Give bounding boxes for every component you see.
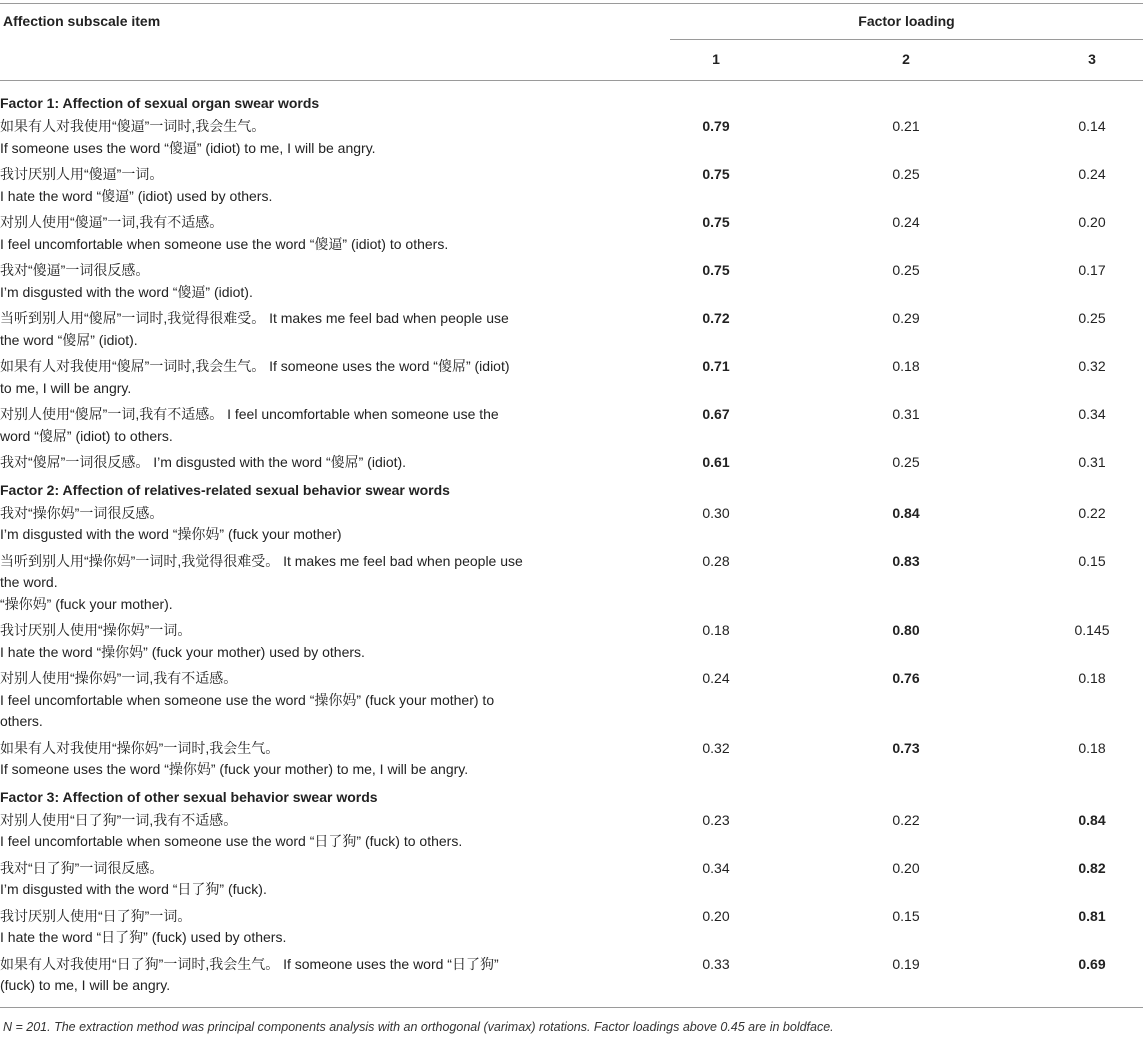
loading-value: 0.76 (892, 670, 920, 686)
factor-1-column-header: 1 (712, 51, 720, 67)
column-gap (1138, 906, 1143, 954)
factor-2-loading (860, 212, 952, 260)
loading-value: 0.18 (892, 358, 920, 374)
factor-3-loading (1046, 810, 1138, 858)
column-gap (762, 116, 860, 164)
table-row (0, 164, 1143, 212)
factor-2-loading (860, 810, 952, 858)
column-gap (1138, 551, 1143, 621)
column-gap (952, 260, 1046, 308)
column-gap (952, 212, 1046, 260)
loading-value: 0.30 (702, 504, 730, 521)
factor-3-loading (1046, 308, 1138, 356)
section-title (0, 479, 1143, 503)
column-gap (762, 954, 860, 1002)
factor-1-loading (670, 404, 762, 452)
column-gap (952, 164, 1046, 212)
column-gap (952, 308, 1046, 356)
loading-value: 0.25 (892, 166, 920, 182)
table-row (0, 212, 1143, 260)
column-gap (1138, 260, 1143, 308)
column-gap (762, 668, 860, 738)
item-text-line: 我对“傻屌”一词很反感。 I’m disgusted with the word “傻屌” (idiot). (0, 454, 407, 470)
loading-value: 0.18 (1078, 670, 1106, 686)
column-gap (1138, 308, 1143, 356)
loading-value: 0.15 (892, 907, 920, 924)
factor-3-loading (1046, 452, 1138, 479)
factor-2-loading (860, 452, 952, 479)
item-text (0, 954, 670, 1002)
item-text-line: 当听到别人用“傻屌”一词时,我觉得很难受。 It makes me feel bad when people use (0, 310, 509, 326)
factor-1-loading (670, 858, 762, 906)
loading-value: 0.29 (892, 310, 920, 326)
factor-3-loading (1046, 404, 1138, 452)
loading-value: 0.25 (892, 262, 920, 278)
table-row (0, 858, 1143, 906)
loading-value: 0.18 (702, 622, 730, 638)
column-gap (762, 212, 860, 260)
factor-3-loading (1046, 116, 1138, 164)
loading-value: 0.31 (892, 406, 920, 422)
column-gap (1138, 738, 1143, 786)
item-text (0, 503, 670, 551)
table-row (0, 738, 1143, 786)
item-text-line: If someone uses the word “操你妈” (fuck your mother) to me, I will be angry. (0, 761, 469, 777)
loading-value: 0.31 (1078, 454, 1106, 470)
factor-1-loading (670, 452, 762, 479)
item-text-line: 对别人使用“傻逼”一词,我有不适感。 (0, 214, 224, 230)
column-gap (762, 551, 860, 621)
factor-3-loading (1046, 212, 1138, 260)
factor-3-loading (1046, 356, 1138, 404)
column-gap (762, 356, 860, 404)
factor-2-loading (860, 116, 952, 164)
factor-loading-header: Factor loading (858, 13, 955, 29)
item-text (0, 308, 670, 356)
section-title-text: Factor 1: Affection of sexual organ swear words (0, 95, 320, 111)
factor-1-loading (670, 668, 762, 738)
factor-1-loading (670, 738, 762, 786)
loading-value: 0.20 (702, 907, 730, 924)
item-text-line: 我对“傻逼”一词很反感。 (0, 262, 150, 278)
item-text (0, 551, 670, 621)
column-gap (952, 116, 1046, 164)
item-text-line: 我讨厌别人用“傻逼”一词。 (0, 166, 164, 182)
item-text-line: 对别人使用“操你妈”一词,我有不适感。 (0, 670, 238, 686)
item-text-line: 对别人使用“日了狗”一词,我有不适感。 (0, 811, 238, 828)
section-header-row (0, 479, 1143, 503)
item-text-line: 我对“日了狗”一词很反感。 (0, 859, 164, 876)
factor-2-loading (860, 668, 952, 738)
factor-3-loading (1046, 164, 1138, 212)
column-gap (762, 404, 860, 452)
table-body (0, 92, 1143, 1002)
column-gap (1138, 116, 1143, 164)
loading-value: 0.15 (1078, 552, 1106, 569)
loading-value: 0.82 (1078, 859, 1106, 876)
column-gap (1138, 212, 1143, 260)
column-gap (952, 452, 1046, 479)
item-text (0, 452, 670, 479)
factor-2-loading (860, 551, 952, 621)
loading-value: 0.80 (892, 622, 920, 638)
item-text (0, 260, 670, 308)
loading-value: 0.61 (702, 454, 730, 470)
column-gap (762, 858, 860, 906)
item-text (0, 668, 670, 738)
factor-1-loading (670, 503, 762, 551)
column-gap (952, 858, 1046, 906)
table-footnote: N = 201. The extraction method was principal components analysis with an orthogonal (varimax) rotations. Factor loadings above 0.45 are in boldface. (3, 1020, 834, 1034)
item-text-line: I feel uncomfortable when someone use the word “傻逼” (idiot) to others. (0, 235, 449, 252)
column-gap (1138, 620, 1143, 668)
item-text (0, 212, 670, 260)
item-text-line: 如果有人对我使用“傻逼”一词时,我会生气。 (0, 118, 266, 134)
loading-value: 0.23 (702, 811, 730, 828)
column-gap (762, 503, 860, 551)
item-text-line: 如果有人对我使用“傻屌”一词时,我会生气。 If someone uses the word “傻屌” (idiot) (0, 358, 510, 374)
item-text-line: to me, I will be angry. (0, 379, 132, 396)
item-text-line: “操你妈” (fuck your mother). (0, 595, 173, 612)
table-row (0, 308, 1143, 356)
loading-value: 0.145 (1074, 622, 1110, 638)
factor-2-loading (860, 738, 952, 786)
table-row (0, 551, 1143, 621)
section-header-row (0, 786, 1143, 810)
column-gap (1138, 404, 1143, 452)
factor-1-loading (670, 620, 762, 668)
table-row (0, 954, 1143, 1002)
item-text-line: If someone uses the word “傻逼” (idiot) to me, I will be angry. (0, 139, 376, 156)
factor-3-column-header: 3 (1088, 51, 1096, 67)
factor-1-loading (670, 551, 762, 621)
item-text-line: I’m disgusted with the word “日了狗” (fuck). (0, 881, 267, 897)
table-row (0, 906, 1143, 954)
table-row (0, 810, 1143, 858)
item-text-line: word “傻屌” (idiot) to others. (0, 427, 173, 444)
factor-2-loading (860, 260, 952, 308)
item-text-line: I hate the word “傻逼” (idiot) used by others. (0, 187, 273, 204)
item-text-line: I’m disgusted with the word “操你妈” (fuck your mother) (0, 526, 342, 542)
factor-1-loading (670, 164, 762, 212)
section-title-text: Factor 2: Affection of relatives-related sexual behavior swear words (0, 481, 450, 498)
item-text-line: 对别人使用“傻屌”一词,我有不适感。 I feel uncomfortable when someone use the (0, 406, 499, 422)
loading-value: 0.22 (1078, 504, 1106, 521)
item-text-line: 如果有人对我使用“日了狗”一词时,我会生气。 If someone uses the word “日了狗” (0, 955, 499, 972)
item-text (0, 810, 670, 858)
loading-value: 0.25 (1078, 310, 1106, 326)
factor-1-loading (670, 954, 762, 1002)
column-gap (1138, 858, 1143, 906)
loading-value: 0.75 (702, 214, 730, 230)
factor-3-loading (1046, 503, 1138, 551)
loading-value: 0.81 (1078, 907, 1106, 924)
loading-value: 0.20 (1078, 214, 1106, 230)
item-text-line: 我对“操你妈”一词很反感。 (0, 504, 164, 521)
loading-value: 0.33 (702, 955, 730, 972)
column-gap (952, 404, 1046, 452)
item-text-line: 我讨厌别人使用“操你妈”一词。 (0, 622, 192, 638)
factor-2-loading (860, 620, 952, 668)
column-gap (1138, 954, 1143, 1002)
column-gap (952, 503, 1046, 551)
item-text-line: I’m disgusted with the word “傻逼” (idiot). (0, 283, 253, 300)
loading-value: 0.73 (892, 739, 920, 756)
loading-value: 0.18 (1078, 739, 1106, 756)
column-gap (952, 356, 1046, 404)
table-row (0, 452, 1143, 479)
item-text-line: the word. (0, 574, 58, 590)
column-gap (762, 308, 860, 356)
item-text (0, 858, 670, 906)
section-title (0, 786, 1143, 810)
loading-value: 0.24 (1078, 166, 1106, 182)
column-gap (1138, 356, 1143, 404)
column-gap (1138, 810, 1143, 858)
factor-2-loading (860, 858, 952, 906)
section-title (0, 92, 1143, 116)
column-gap (762, 620, 860, 668)
factor-loading-underline (670, 39, 1143, 40)
loading-value: 0.20 (892, 859, 920, 876)
factor-2-loading (860, 308, 952, 356)
section-header-row (0, 92, 1143, 116)
loading-value: 0.34 (1078, 406, 1106, 422)
factor-1-loading (670, 260, 762, 308)
column-gap (952, 551, 1046, 621)
factor-2-loading (860, 356, 952, 404)
loading-value: 0.84 (892, 504, 920, 521)
factor-3-loading (1046, 954, 1138, 1002)
item-text (0, 620, 670, 668)
header-rule (0, 80, 1143, 81)
loading-value: 0.25 (892, 454, 920, 470)
column-gap (952, 668, 1046, 738)
factor-1-loading (670, 116, 762, 164)
factor-3-loading (1046, 551, 1138, 621)
column-gap (762, 260, 860, 308)
loading-value: 0.28 (702, 552, 730, 569)
loading-value: 0.72 (702, 310, 730, 326)
item-text-line: I hate the word “日了狗” (fuck) used by others. (0, 929, 287, 945)
item-column-header: Affection subscale item (3, 13, 161, 29)
item-text-line: (fuck) to me, I will be angry. (0, 977, 171, 993)
loading-value: 0.32 (702, 739, 730, 756)
loading-value: 0.84 (1078, 811, 1106, 828)
factor-1-loading (670, 906, 762, 954)
table-row (0, 116, 1143, 164)
factor-3-loading (1046, 668, 1138, 738)
factor-1-loading (670, 810, 762, 858)
table-row (0, 356, 1143, 404)
column-gap (952, 738, 1046, 786)
item-text-line: 当听到别人用“操你妈”一词时,我觉得很难受。 It makes me feel bad when people use (0, 552, 523, 569)
loading-value: 0.69 (1078, 955, 1106, 972)
top-rule (0, 3, 1143, 4)
factor-2-loading (860, 906, 952, 954)
bottom-rule (0, 1007, 1143, 1008)
column-gap (1138, 668, 1143, 738)
factor-1-loading (670, 212, 762, 260)
loading-value: 0.19 (892, 955, 920, 972)
factor-1-loading (670, 356, 762, 404)
table-row (0, 668, 1143, 738)
factor-2-loading (860, 164, 952, 212)
loading-value: 0.17 (1078, 262, 1106, 278)
section-title-text: Factor 3: Affection of other sexual behavior swear words (0, 788, 378, 805)
loading-value: 0.67 (702, 406, 730, 422)
factor-3-loading (1046, 620, 1138, 668)
loading-value: 0.21 (892, 118, 920, 134)
item-text (0, 738, 670, 786)
factor-2-loading (860, 954, 952, 1002)
loading-value: 0.75 (702, 166, 730, 182)
factor-3-loading (1046, 858, 1138, 906)
item-text (0, 356, 670, 404)
factor-2-loading (860, 404, 952, 452)
table-row (0, 404, 1143, 452)
loading-value: 0.22 (892, 811, 920, 828)
item-text-line: others. (0, 713, 43, 729)
column-gap (762, 738, 860, 786)
column-gap (1138, 164, 1143, 212)
table-row (0, 260, 1143, 308)
item-text-line: the word “傻屌” (idiot). (0, 331, 138, 348)
column-gap (1138, 503, 1143, 551)
item-text-line: I hate the word “操你妈” (fuck your mother) used by others. (0, 643, 365, 660)
item-text (0, 906, 670, 954)
column-gap (762, 452, 860, 479)
column-gap (952, 620, 1046, 668)
factor-3-loading (1046, 906, 1138, 954)
loading-value: 0.34 (702, 859, 730, 876)
factor-3-loading (1046, 260, 1138, 308)
item-text-line: 如果有人对我使用“操你妈”一词时,我会生气。 (0, 739, 280, 756)
loading-value: 0.24 (892, 214, 920, 230)
factor-2-column-header: 2 (902, 51, 910, 67)
factor-2-loading (860, 503, 952, 551)
item-text-line: I feel uncomfortable when someone use the word “日了狗” (fuck) to others. (0, 833, 463, 849)
column-gap (762, 164, 860, 212)
item-text-line: I feel uncomfortable when someone use the word “操你妈” (fuck your mother) to (0, 691, 495, 708)
factor-3-loading (1046, 738, 1138, 786)
column-gap (762, 810, 860, 858)
column-gap (762, 906, 860, 954)
loading-value: 0.79 (702, 118, 730, 134)
item-text-line: 我讨厌别人使用“日了狗”一词。 (0, 907, 192, 924)
loading-value: 0.83 (892, 552, 920, 569)
factor-1-loading (670, 308, 762, 356)
column-gap (952, 954, 1046, 1002)
column-gap (952, 906, 1046, 954)
loading-value: 0.75 (702, 262, 730, 278)
item-text (0, 404, 670, 452)
item-text (0, 116, 670, 164)
loading-value: 0.71 (702, 358, 730, 374)
loading-value: 0.24 (702, 670, 730, 686)
table-row (0, 503, 1143, 551)
item-text (0, 164, 670, 212)
loading-value: 0.32 (1078, 358, 1106, 374)
column-gap (1138, 452, 1143, 479)
column-gap (952, 810, 1046, 858)
table-row (0, 620, 1143, 668)
loading-value: 0.14 (1078, 118, 1106, 134)
